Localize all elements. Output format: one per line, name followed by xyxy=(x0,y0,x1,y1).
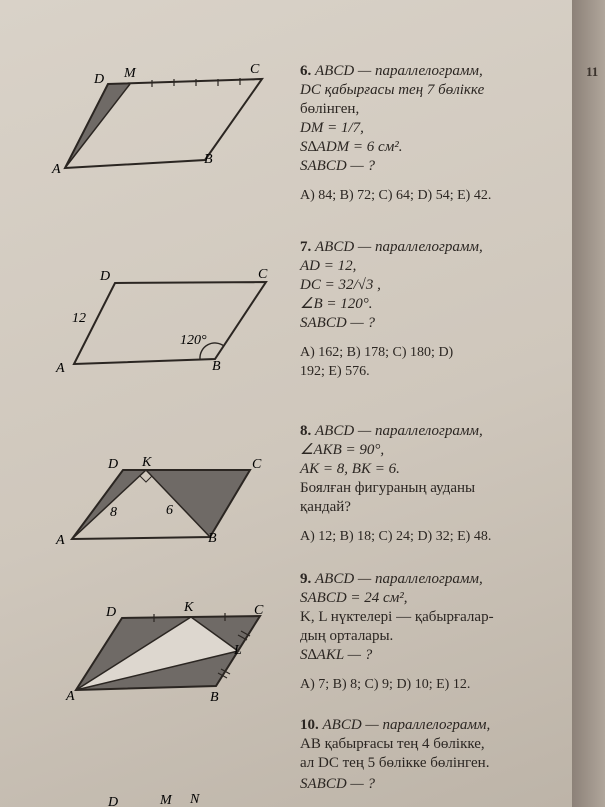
problem-number: 9. xyxy=(300,571,312,587)
problem-6 xyxy=(300,62,565,205)
fig10-label-n: N xyxy=(190,792,200,807)
problem-line: AD = 12, xyxy=(300,258,357,274)
problem-line: ABCD — параллелограмм, xyxy=(315,571,483,587)
problem-line: ABCD — параллелограмм, xyxy=(315,63,483,79)
answer-options: A) 84; B) 72; C) 64; D) 54; E) 42. xyxy=(300,188,492,203)
problem-line: бөлінген, xyxy=(300,101,360,117)
problem-line: DC = 32/√3 , xyxy=(300,277,381,293)
problem-line: ∠B = 120°. xyxy=(300,296,373,312)
fig6-label-a: A xyxy=(52,162,61,177)
answer-options: A) 162; B) 178; C) 180; D) 192; E) 576. xyxy=(300,345,454,379)
side-page-number: 11 xyxy=(586,64,599,79)
problem-line: DC қабырғасы тең 7 бөлікке xyxy=(300,82,485,98)
fig7-label-c: C xyxy=(258,267,268,282)
problem-line: AB қабырғасы тең 4 бөлікке, xyxy=(300,736,485,752)
answer-options: A) 12; B) 18; C) 24; D) 32; E) 48. xyxy=(300,529,492,544)
problem-7 xyxy=(300,238,565,381)
fig9-label-a: A xyxy=(66,689,75,704)
problem-number: 7. xyxy=(300,239,312,255)
problem-number: 6. xyxy=(300,63,312,79)
figure-8 xyxy=(40,452,280,552)
problem-line: SABCD — ? xyxy=(300,315,375,331)
fig8-label-8: 8 xyxy=(110,505,117,520)
problem-line: SABCD = 24 см², xyxy=(300,590,408,606)
problem-line: ABCD — параллелограмм, xyxy=(315,423,483,439)
problem-line: K, L нүктелері — қабырғалар- xyxy=(300,609,494,625)
fig9-label-b: B xyxy=(210,690,219,705)
problem-line: S∆AKL — ? xyxy=(300,647,373,663)
fig9-label-l: L xyxy=(234,643,242,658)
shaded-right-8 xyxy=(146,470,250,537)
adjacent-page-edge xyxy=(572,0,605,807)
problem-9 xyxy=(300,570,565,694)
fig7-label-12: 12 xyxy=(72,311,86,326)
answer-options: A) 7; B) 8; C) 9; D) 10; E) 12. xyxy=(300,677,471,692)
fig8-label-d: D xyxy=(108,457,119,472)
fig9-label-c: C xyxy=(254,603,264,618)
fig8-label-k: K xyxy=(142,455,152,470)
fig8-label-a: A xyxy=(56,533,65,548)
fig6-label-m: M xyxy=(124,66,136,81)
fig7-label-b: B xyxy=(212,359,221,374)
figure-7 xyxy=(40,262,280,382)
problem-line: ал DC тең 5 бөлікке бөлінген. xyxy=(300,755,490,771)
fig6-label-d: D xyxy=(94,72,105,87)
figure-6 xyxy=(40,55,270,185)
fig9-label-d: D xyxy=(106,605,117,620)
problem-line: ABCD — параллелограмм, xyxy=(322,717,491,733)
fig8-label-6: 6 xyxy=(166,503,173,518)
fig8-label-c: C xyxy=(252,457,262,472)
problem-line: Боялған фигураның ауданы xyxy=(300,480,476,496)
figure-9 xyxy=(40,598,280,708)
fig10-label-m: M xyxy=(160,793,172,807)
problem-number: 8. xyxy=(300,423,312,439)
fig6-label-c: C xyxy=(250,62,260,77)
problem-line: AK = 8, BK = 6. xyxy=(300,461,400,477)
problem-line: DM = 1/7, xyxy=(300,120,364,136)
parallelogram-7 xyxy=(74,282,266,364)
fig10-label-d: D xyxy=(108,795,119,807)
figure-10 xyxy=(40,790,280,807)
fig7-label-d: D xyxy=(100,269,111,284)
problem-line: S∆ADM = 6 см². xyxy=(300,139,403,155)
problem-10 xyxy=(300,716,565,794)
problem-line: ∠AKB = 90°, xyxy=(300,442,385,458)
fig9-label-k: K xyxy=(184,600,194,615)
problem-8 xyxy=(300,422,565,546)
problem-line: SABCD — ? xyxy=(300,158,375,174)
fig7-label-a: A xyxy=(56,361,65,376)
fig6-label-b: B xyxy=(204,152,213,167)
problem-line: ABCD — параллелограмм, xyxy=(315,239,483,255)
problem-line: дың орталары. xyxy=(300,628,394,644)
fig7-label-angle: 120° xyxy=(180,333,207,348)
problem-number: 10. xyxy=(300,717,319,733)
problem-line: қандай? xyxy=(300,499,351,515)
problem-line: SABCD — ? xyxy=(300,776,375,792)
fig8-label-b: B xyxy=(208,531,217,546)
